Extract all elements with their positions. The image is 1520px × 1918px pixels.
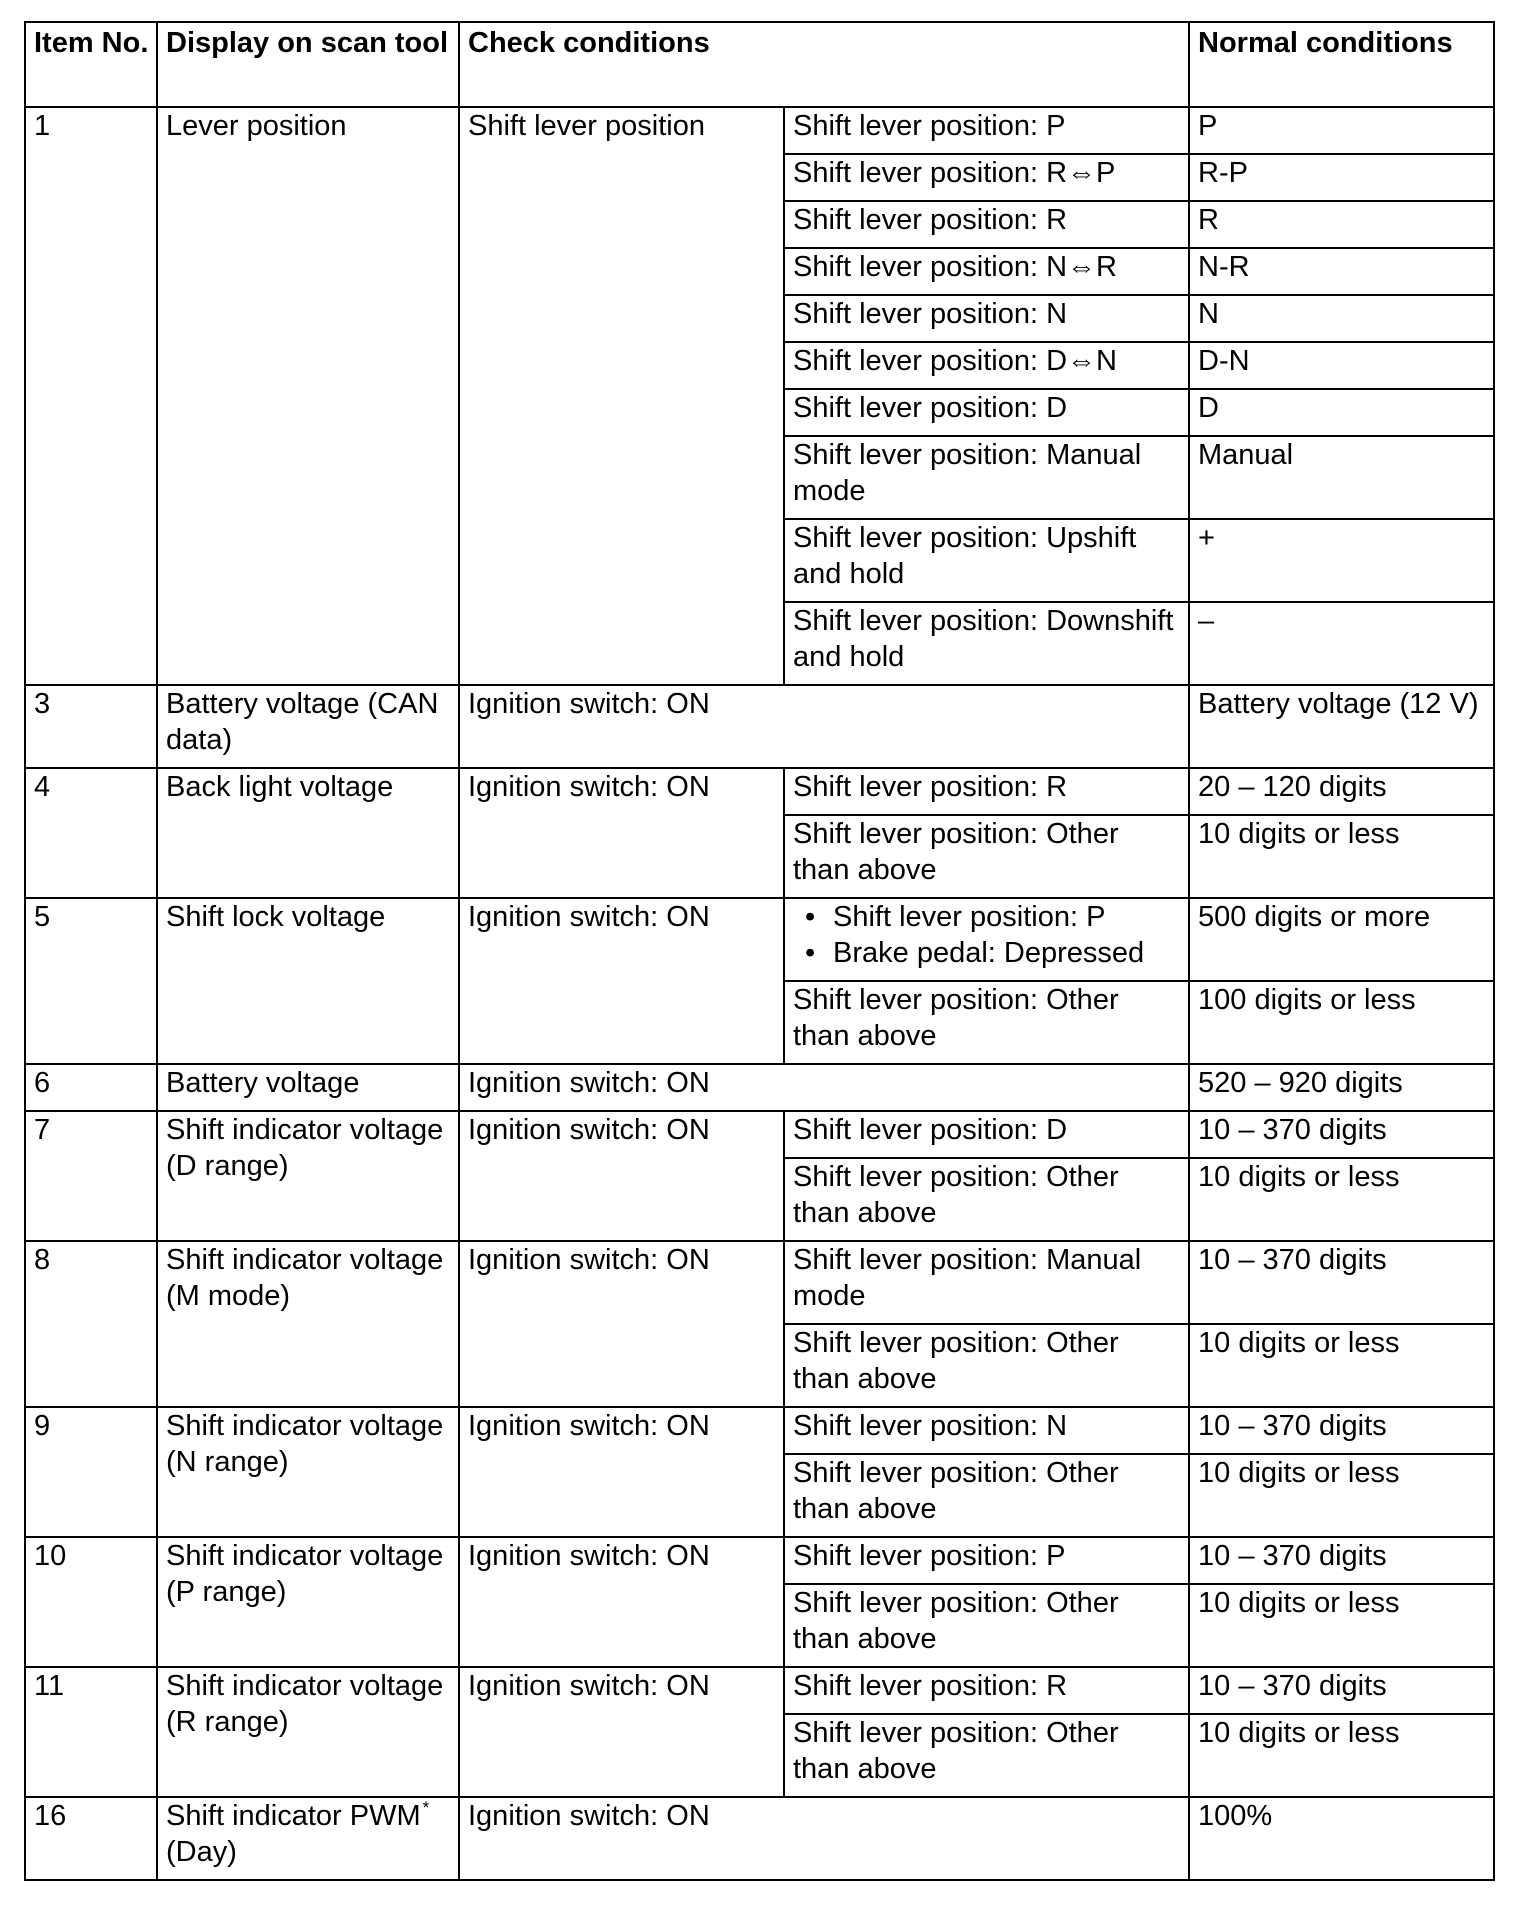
normal-cell: 20 – 120 digits (1189, 768, 1494, 815)
table-row (25, 1537, 1494, 1584)
normal-cell: R-P (1189, 154, 1494, 201)
condition-cell: Shift lever position: R (784, 1667, 1189, 1714)
display-header: Display on scan tool (157, 22, 459, 107)
table-row (25, 107, 1494, 154)
display-cell: Shift indicator voltage (R range) (157, 1667, 459, 1797)
footnote-mark: * (422, 1798, 430, 1817)
condition-cell: Shift lever position: Other than above (784, 1324, 1189, 1407)
item-no-cell: 11 (25, 1667, 157, 1797)
check-cell: Ignition switch: ON (459, 1797, 1189, 1880)
condition-cell: Shift lever position: Manual mode (784, 1241, 1189, 1324)
normal-cell: 10 digits or less (1189, 1584, 1494, 1667)
item-no-cell: 6 (25, 1064, 157, 1111)
condition-cell: Shift lever position: Downshift and hold (784, 602, 1189, 685)
condition-cell: Shift lever position: R (784, 768, 1189, 815)
item-no-cell: 9 (25, 1407, 157, 1537)
normal-cell: 10 digits or less (1189, 1714, 1494, 1797)
header-row (25, 22, 1494, 107)
normal-cell: 10 digits or less (1189, 1324, 1494, 1407)
display-text: Shift indicator PWM (166, 1800, 421, 1832)
condition-cell: Shift lever position: D (784, 389, 1189, 436)
table-row (25, 1667, 1494, 1714)
condition-cell: Shift lever position: R⇔P (784, 154, 1189, 201)
condition-cell: Shift lever position: N (784, 295, 1189, 342)
condition-bullet-list (793, 899, 1182, 971)
display-cell: Shift indicator voltage (P range) (157, 1537, 459, 1667)
item-no-cell: 3 (25, 685, 157, 768)
display-cell: Battery voltage (CAN data) (157, 685, 459, 768)
condition-cell: Shift lever position: D (784, 1111, 1189, 1158)
condition-bullet: • Shift lever position: P (793, 899, 1182, 935)
normal-cell: 520 – 920 digits (1189, 1064, 1494, 1111)
normal-cell: R (1189, 201, 1494, 248)
item-no-cell: 16 (25, 1797, 157, 1880)
condition-cell: Shift lever position: Other than above (784, 981, 1189, 1064)
check-cell: Ignition switch: ON (459, 768, 784, 898)
condition-cell (784, 898, 1189, 981)
normal-cell: 500 digits or more (1189, 898, 1494, 981)
normal-cell: + (1189, 519, 1494, 602)
normal-cell: 100% (1189, 1797, 1494, 1880)
condition-cell: Shift lever position: N⇔R (784, 248, 1189, 295)
condition-cell: Shift lever position: Other than above (784, 1158, 1189, 1241)
condition-cell: Shift lever position: P (784, 107, 1189, 154)
check-cell: Shift lever position (459, 107, 784, 685)
normal-cell: P (1189, 107, 1494, 154)
normal-cell: – (1189, 602, 1494, 685)
check-cell: Ignition switch: ON (459, 1064, 1189, 1111)
table-row (25, 1064, 1494, 1111)
normal-cell: N-R (1189, 248, 1494, 295)
normal-cell: 10 digits or less (1189, 1158, 1494, 1241)
normal-cell: 10 – 370 digits (1189, 1667, 1494, 1714)
item-no-cell: 5 (25, 898, 157, 1064)
display-cell: Shift indicator voltage (D range) (157, 1111, 459, 1241)
normal-conditions-header: Normal conditions (1189, 22, 1494, 107)
condition-cell: Shift lever position: P (784, 1537, 1189, 1584)
normal-cell: 10 – 370 digits (1189, 1111, 1494, 1158)
table-row (25, 898, 1494, 981)
check-cell: Ignition switch: ON (459, 1241, 784, 1407)
display-cell: Shift lock voltage (157, 898, 459, 1064)
condition-cell: Shift lever position: Other than above (784, 1584, 1189, 1667)
display-cell (157, 1797, 459, 1880)
condition-cell: Shift lever position: D⇔N (784, 342, 1189, 389)
item-no-cell: 4 (25, 768, 157, 898)
table-row (25, 768, 1494, 815)
normal-cell: 10 – 370 digits (1189, 1241, 1494, 1324)
display-cell: Shift indicator voltage (N range) (157, 1407, 459, 1537)
display-cell: Battery voltage (157, 1064, 459, 1111)
display-cell: Shift indicator voltage (M mode) (157, 1241, 459, 1407)
check-cell: Ignition switch: ON (459, 1537, 784, 1667)
check-cell: Ignition switch: ON (459, 685, 1189, 768)
item-no-cell: 1 (25, 107, 157, 685)
display-cell: Lever position (157, 107, 459, 685)
check-cell: Ignition switch: ON (459, 898, 784, 1064)
condition-cell: Shift lever position: Other than above (784, 1714, 1189, 1797)
normal-cell: D-N (1189, 342, 1494, 389)
check-cell: Ignition switch: ON (459, 1407, 784, 1537)
condition-cell: Shift lever position: Other than above (784, 1454, 1189, 1537)
display-cell: Back light voltage (157, 768, 459, 898)
table-row (25, 1111, 1494, 1158)
check-cell: Ignition switch: ON (459, 1111, 784, 1241)
table-row (25, 685, 1494, 768)
item-no-cell: 7 (25, 1111, 157, 1241)
data-monitor-table (24, 21, 1495, 1881)
table-row (25, 1241, 1494, 1324)
table-row (25, 1797, 1494, 1880)
check-conditions-header: Check conditions (459, 22, 1189, 107)
normal-cell: 10 – 370 digits (1189, 1537, 1494, 1584)
item-no-cell: 8 (25, 1241, 157, 1407)
normal-cell: 10 digits or less (1189, 1454, 1494, 1537)
condition-cell: Shift lever position: N (784, 1407, 1189, 1454)
normal-cell: 10 digits or less (1189, 815, 1494, 898)
normal-cell: D (1189, 389, 1494, 436)
normal-cell: N (1189, 295, 1494, 342)
condition-cell: Shift lever position: Upshift and hold (784, 519, 1189, 602)
normal-cell: Battery voltage (12 V) (1189, 685, 1494, 768)
item-no-header: Item No. (25, 22, 157, 107)
normal-cell: Manual (1189, 436, 1494, 519)
condition-cell: Shift lever position: Manual mode (784, 436, 1189, 519)
table-row (25, 1407, 1494, 1454)
condition-cell: Shift lever position: Other than above (784, 815, 1189, 898)
normal-cell: 10 – 370 digits (1189, 1407, 1494, 1454)
normal-cell: 100 digits or less (1189, 981, 1494, 1064)
display-text-suffix: (Day) (166, 1836, 237, 1868)
item-no-cell: 10 (25, 1537, 157, 1667)
condition-cell: Shift lever position: R (784, 201, 1189, 248)
condition-bullet: • Brake pedal: Depressed (793, 935, 1182, 971)
check-cell: Ignition switch: ON (459, 1667, 784, 1797)
